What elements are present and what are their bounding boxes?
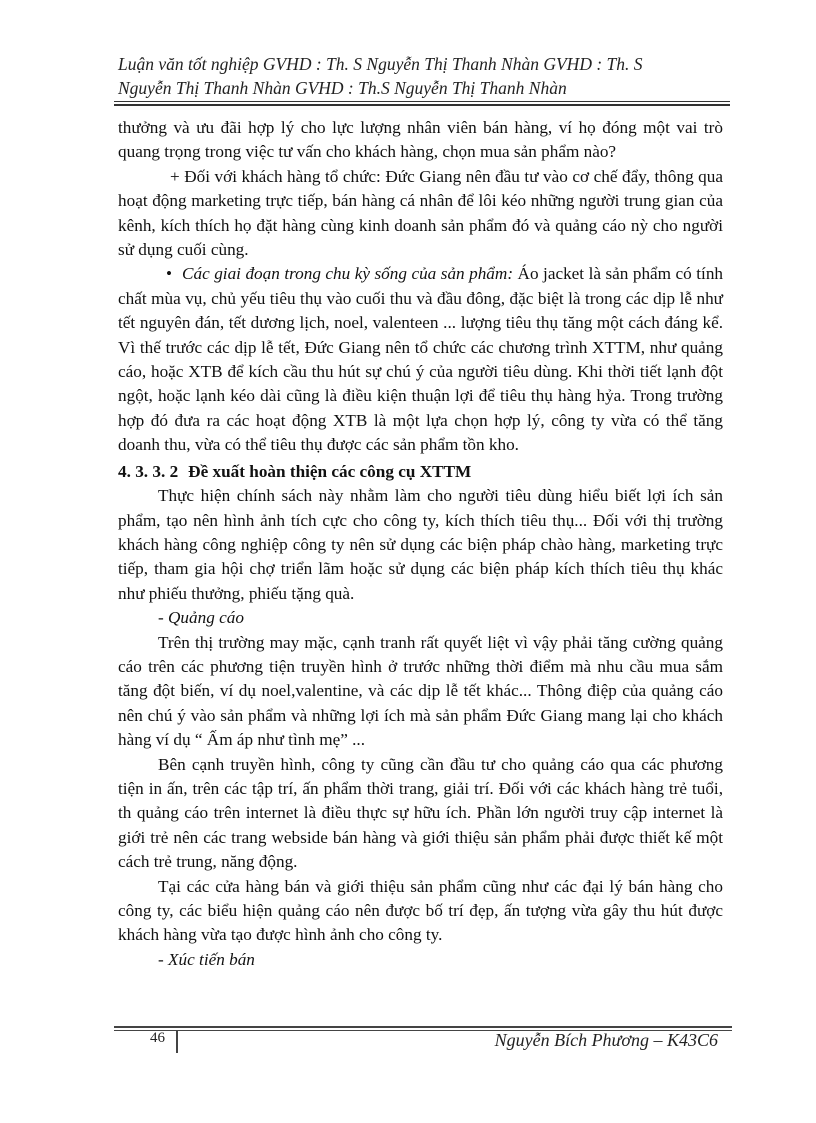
paragraph-policy: Thực hiện chính sách này nhằm làm cho người tiêu dùng hiểu biết lợi ích sản phẩm, tạo nên hình ảnh tích cực cho công ty, kích thích tiêu thụ... Đối với thị trường khách hàng công nghiệp công ty nên sử dụng các biện pháp chào hàng, marketing trực tiếp, tham gia hội chợ triển lãm hoặc sử dụng các biện pháp kích thích tiêu thụ khác như phiếu thưởng, phiếu tặng quà.	[118, 486, 723, 603]
footer-separator	[176, 1031, 178, 1053]
footer-rule-thick	[114, 1026, 732, 1028]
bullet-lead-text: Các giai đoạn trong chu kỳ sống của sản phẩm:	[182, 264, 514, 284]
body-text	[118, 116, 723, 972]
paragraph-tv-advertising: Trên thị trường may mặc, cạnh tranh rất quyết liệt vì vậy phải tăng cường quảng cáo trên các phương tiện truyền hình ở trước những thời điểm mà nhu cầu mua sắm tăng đột biến, ví dụ noel,valentine, và các dịp lễ tết khác... Thông điệp của quảng cáo nên chú ý vào sản phẩm và những lợi ích mà sản phẩm Đức Giang mang lại cho khách hàng ví dụ “ Ấm áp như tình mẹ” ...	[118, 632, 723, 750]
subheading-advertising: - Quảng cáo	[158, 608, 244, 628]
section-title: Đề xuất hoàn thiện các công cụ XTTM	[188, 461, 472, 481]
header-line-1: Luận văn tốt nghiệp GVHD : Th. S Nguyễn Thị Thanh Nhàn GVHD : Th. S	[118, 54, 643, 74]
bullet-body-text: Áo jacket là sản phẩm có tính chất mùa vụ, chủ yếu tiêu thụ vào cuối thu và đầu đông, đặc biệt là trong các dịp lễ như tết nguyên đán, tết dương lịch, noel, valenteen ... lượng tiêu thụ tăng một cách đáng kể. Vì thế trước các dịp lễ tết, Đức Giang nên tổ chức các chương trình XTTM, như quảng cáo, hoặc XTB để kích cầu thu hút sự chú ý của người tiêu dùng. Khi thời tiết lạnh đột ngột, hoặc lạnh kéo dài cũng là điều kiện thuận lợi để tiêu thụ hàng hỷa. Trong trường hợp đó đưa ra các hoạt động XTB là một lựa chọn hợp lý, công ty vừa có thể tăng doanh thu, vừa có thể tiêu thụ được các sản phẩm tồn kho.	[118, 264, 724, 455]
bullet-icon: •	[166, 264, 173, 284]
page-number: 46	[150, 1030, 165, 1046]
paragraph-print-internet: Bên cạnh truyền hình, công ty cũng cần đầu tư cho quảng cáo qua các phương tiện in ấn, trên các tập trí, ấn phẩm thời trang, giải trí. Đối với các khách hàng trẻ tuổi, th quảng cáo trên internet là điều thực sự hữu ích. Phần lớn người truy cập internet là giới trẻ nên các trang webside bán hàng và giới thiệu sản phẩm phải được thiết kế một cách trẻ trung, năng động.	[118, 754, 723, 872]
paragraph-sales-incentives: thưởng và ưu đãi hợp lý cho lực lượng nhân viên bán hàng, ví họ đóng một vai trò quang trọng trong việc tư vấn cho khách hàng, chọn mua sản phẩm nào?	[118, 118, 723, 162]
header-line-2: Nguyễn Thị Thanh Nhàn GVHD : Th.S Nguyễn Thị Thanh Nhàn	[118, 78, 567, 98]
footer-author: Nguyễn Bích Phương – K43C6	[494, 1030, 718, 1050]
section-number: 4. 3. 3. 2	[118, 461, 179, 481]
running-header	[118, 52, 728, 100]
paragraph-organizational-customers: + Đối với khách hàng tổ chức: Đức Giang nên đầu tư vào cơ chế đẩy, thông qua hoạt động marketing trực tiếp, bán hàng cá nhân để lôi kéo những người trung gian của kênh, kích thích họ đặt hàng cùng kinh doanh sản phẩm đó và quảng cáo nỳ cho người sử dụng cuối cùng.	[118, 166, 723, 260]
paragraph-store-advertising: Tại các cửa hàng bán và giới thiệu sản phẩm cũng như các đại lý bán hàng cho công ty, các biểu hiện quảng cáo nên được bố trí đẹp, ấn tượng vừa gây thu hút được khách hàng vừa tạo được hình ảnh cho công ty.	[118, 876, 723, 945]
header-rule-thin	[114, 101, 730, 102]
paragraph-product-life-cycle	[118, 262, 723, 457]
header-rule-thick	[114, 104, 730, 106]
subheading-sales-promotion: - Xúc tiến bán	[158, 949, 255, 969]
section-heading	[118, 460, 723, 484]
